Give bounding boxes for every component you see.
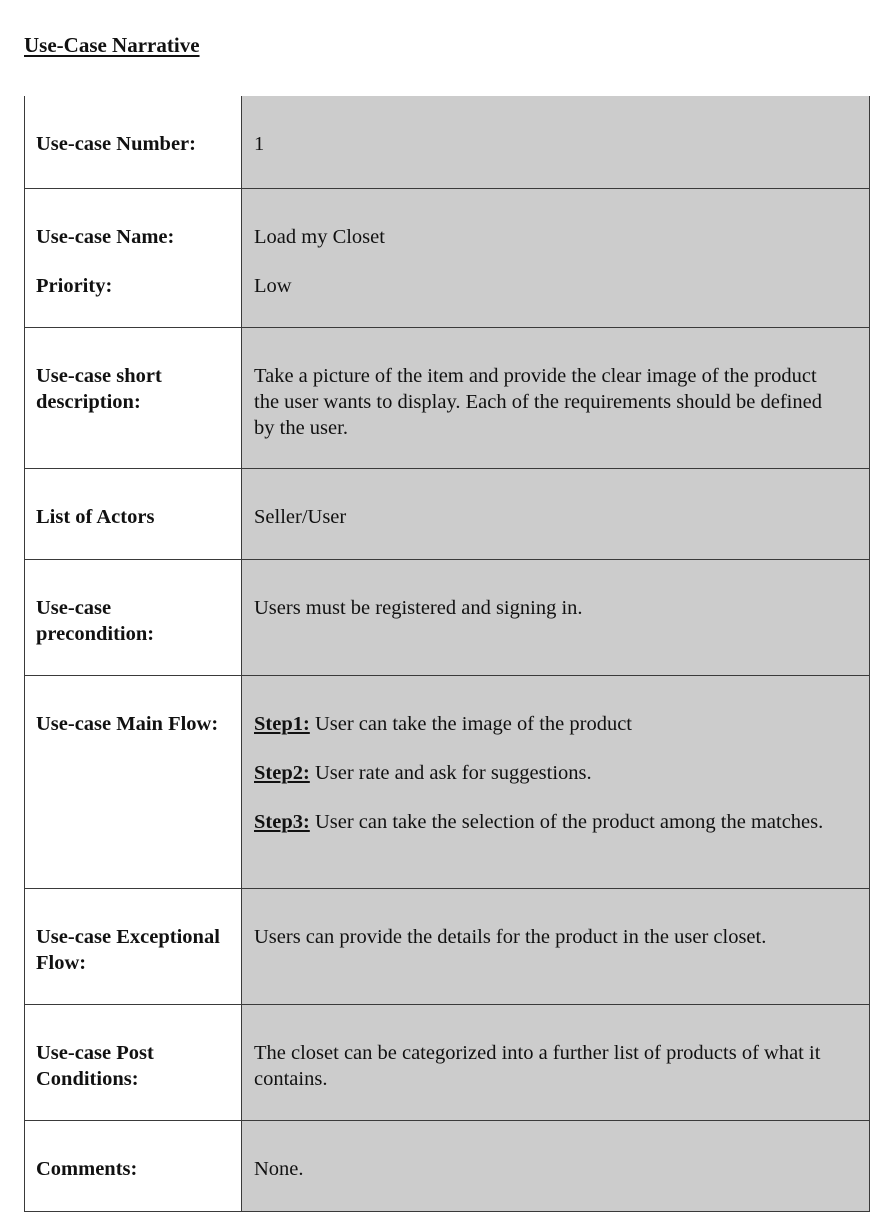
- row-use-case-number: [25, 96, 870, 188]
- row-exceptional-flow: [25, 888, 870, 1004]
- value-cell-name-priority: [242, 188, 870, 327]
- value-use-case-name: Load my Closet: [254, 225, 385, 248]
- value-exceptional-flow: Users can provide the details for the product in the user closet.: [242, 888, 870, 1004]
- document-title: Use-Case Narrative: [24, 33, 200, 57]
- label-precondition: Use-case precondition:: [25, 559, 242, 675]
- label-short-description: Use-case short description:: [25, 327, 242, 468]
- value-use-case-number: 1: [242, 96, 870, 188]
- step-1-label: Step1:: [254, 712, 310, 735]
- label-use-case-number: Use-case Number:: [25, 96, 242, 188]
- step-2-text: User rate and ask for suggestions.: [309, 761, 592, 784]
- label-main-flow: Use-case Main Flow:: [25, 675, 242, 888]
- use-case-table: [24, 96, 870, 1212]
- value-comments: None.: [242, 1120, 870, 1211]
- main-flow-step-3: [254, 809, 839, 835]
- main-flow-step-1: [254, 711, 839, 737]
- value-precondition: Users must be registered and signing in.: [242, 559, 870, 675]
- label-comments: Comments:: [25, 1120, 242, 1211]
- step-3-label: Step3:: [254, 810, 310, 833]
- step-1-text: User can take the image of the product: [309, 712, 632, 735]
- label-post-conditions: Use-case Post Conditions:: [25, 1004, 242, 1120]
- row-precondition: [25, 559, 870, 675]
- main-flow-step-2: [254, 760, 839, 786]
- row-comments: [25, 1120, 870, 1211]
- value-main-flow: [242, 675, 870, 888]
- row-post-conditions: [25, 1004, 870, 1120]
- row-main-flow: [25, 675, 870, 888]
- value-list-of-actors: Seller/User: [242, 468, 870, 559]
- label-cell-name-priority: [25, 188, 242, 327]
- label-priority: Priority:: [36, 274, 113, 297]
- row-short-description: [25, 327, 870, 468]
- value-short-description: Take a picture of the item and provide the clear image of the product the user wants to display. Each of the requirements should be defined by the user.: [242, 327, 870, 468]
- step-3-text: User can take the selection of the product among the matches.: [309, 810, 824, 833]
- row-use-case-name-priority: [25, 188, 870, 327]
- value-priority: Low: [254, 274, 292, 297]
- value-post-conditions: The closet can be categorized into a further list of products of what it contains.: [242, 1004, 870, 1120]
- label-exceptional-flow: Use-case Exceptional Flow:: [25, 888, 242, 1004]
- label-use-case-name: Use-case Name:: [36, 225, 175, 248]
- row-list-of-actors: [25, 468, 870, 559]
- label-list-of-actors: List of Actors: [25, 468, 242, 559]
- step-2-label: Step2:: [254, 761, 310, 784]
